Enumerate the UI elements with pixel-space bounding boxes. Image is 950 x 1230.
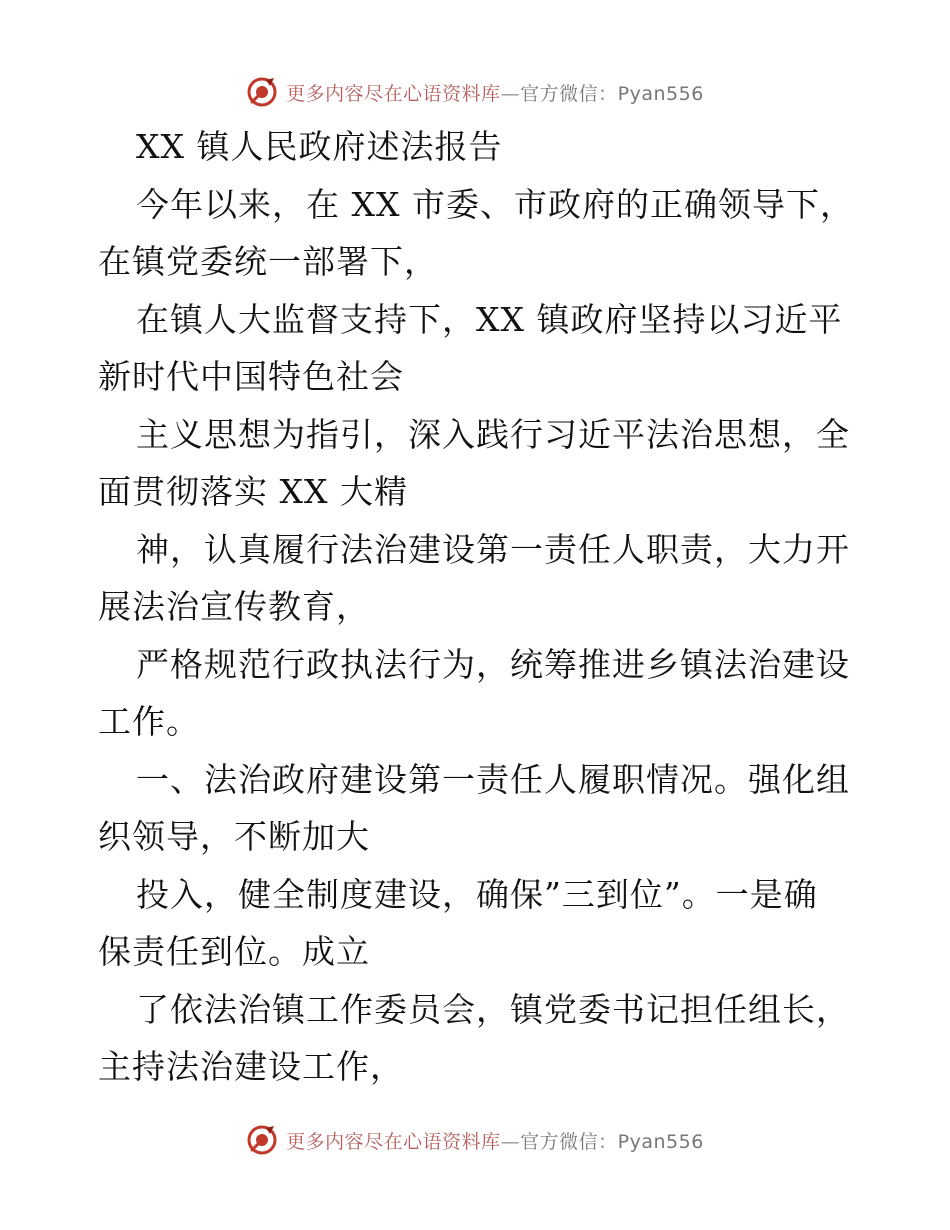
- banner-brand-text: 更多内容尽在心语资料库: [286, 82, 501, 105]
- text-line: 在镇党委统一部署下，: [98, 242, 438, 281]
- footer-banner-text: [286, 1127, 704, 1154]
- text-line: 面贯彻落实 XX 大精: [98, 472, 408, 511]
- document-title: XX 镇人民政府述法报告: [136, 127, 503, 166]
- red-pen-circle-icon: [246, 76, 278, 108]
- text-line: 展法治宣传教育，: [98, 587, 370, 626]
- text-line: 主持法治建设工作，: [98, 1047, 404, 1086]
- banner-dash: —: [500, 1130, 521, 1153]
- text-line: 工作。: [98, 702, 200, 741]
- header-banner: [0, 70, 950, 114]
- banner-brand-text: 更多内容尽在心语资料库: [286, 1130, 501, 1153]
- banner-wechat-text: 官方微信：Pyan556: [520, 1130, 704, 1153]
- text-line: 今年以来，在 XX 市委、市政府的正确领导下，: [136, 184, 854, 224]
- red-pen-circle-icon: [246, 1124, 278, 1156]
- document-body: [98, 118, 858, 1096]
- text-line: 保责任到位。成立: [98, 932, 370, 971]
- banner-dash: —: [500, 82, 521, 105]
- text-line: 神，认真履行法治建设第一责任人职责，大力开: [136, 529, 850, 569]
- text-line: 了依法治镇工作委员会，镇党委书记担任组长，: [136, 989, 850, 1029]
- text-line: 一、法治政府建设第一责任人履职情况。强化组: [136, 759, 850, 799]
- banner-wechat-text: 官方微信：Pyan556: [520, 82, 704, 105]
- text-line: 在镇人大监督支持下，XX 镇政府坚持以习近平: [136, 299, 843, 339]
- text-line: 织领导，不断加大: [98, 817, 370, 856]
- text-line: 严格规范行政执法行为，统筹推进乡镇法治建设: [136, 644, 850, 684]
- header-banner-text: [286, 79, 704, 106]
- text-line: 主义思想为指引，深入践行习近平法治思想，全: [136, 414, 850, 454]
- text-line: 新时代中国特色社会: [98, 357, 404, 396]
- footer-banner: [0, 1118, 950, 1162]
- text-line: 投入，健全制度建设，确保”三到位”。一是确: [136, 874, 818, 914]
